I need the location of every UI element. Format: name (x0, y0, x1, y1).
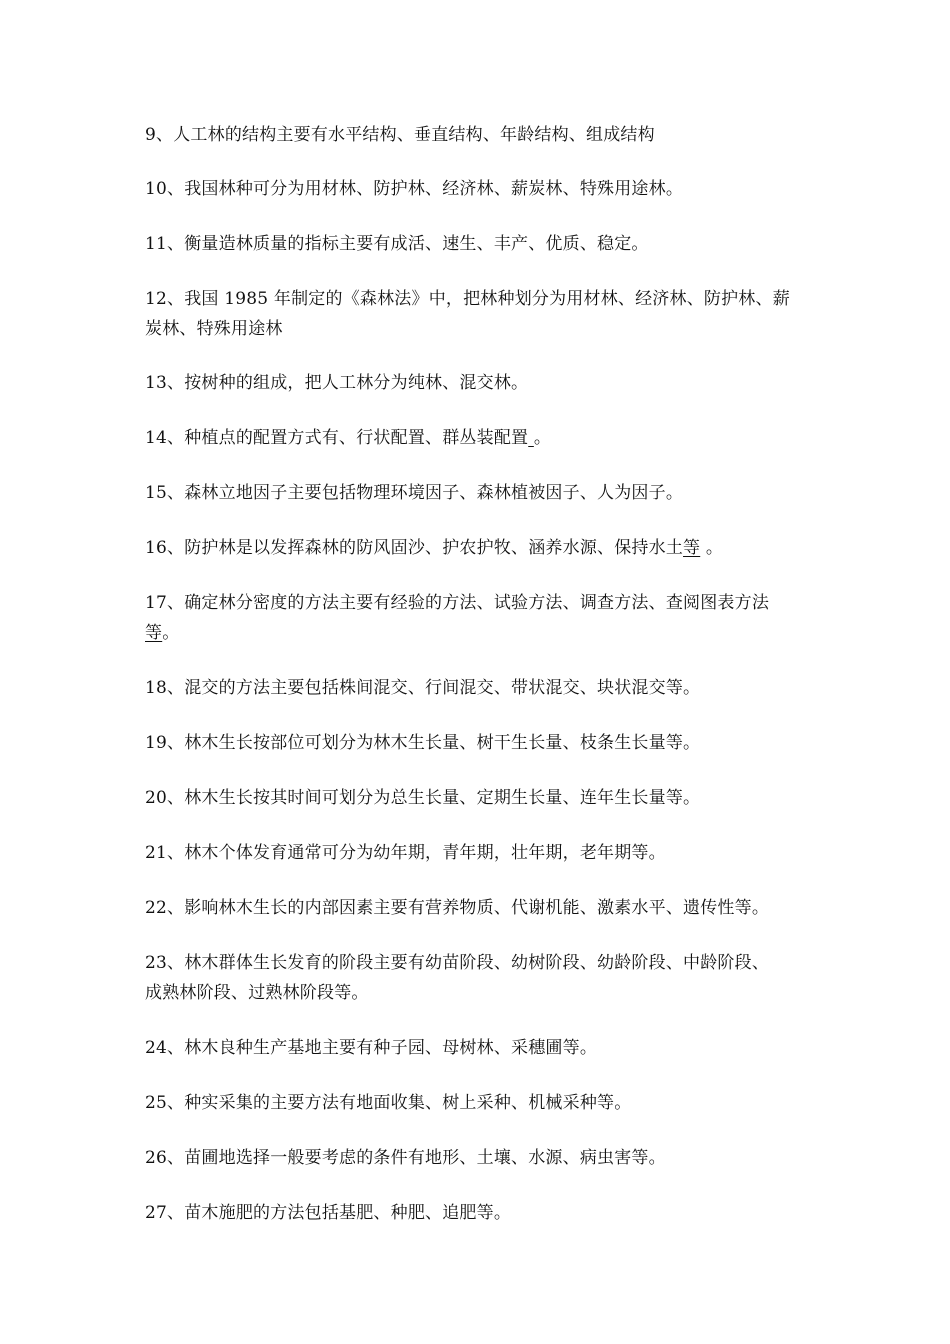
list-item-22 (145, 893, 815, 923)
item-text: 26、苗圃地选择一般要考虑的条件有地形、土壤、水源、病虫害等。 (145, 1148, 666, 1168)
list-item-10 (145, 174, 815, 204)
item-text-line1: 12、我国 1985 年制定的《森林法》中，把林种划分为用材林、经济林、防护林、薪 (145, 289, 790, 309)
item-text: 15、森林立地因子主要包括物理环境因子、森林植被因子、人为因子。 (145, 483, 684, 503)
item-text: 25、种实采集的主要方法有地面收集、树上采种、机械采种等。 (145, 1093, 632, 1113)
item-text-end: 。 (533, 428, 552, 448)
list-item-21 (145, 838, 815, 868)
list-item-9 (145, 120, 815, 150)
item-text: 21、林木个体发育通常可分为幼年期，青年期，壮年期，老年期等。 (145, 843, 666, 863)
item-text: 22、影响林木生长的内部因素主要有营养物质、代谢机能、激素水平、遗传性等。 (145, 898, 770, 918)
item-text: 10、我国林种可分为用材林、防护林、经济林、薪炭林、特殊用途林。 (145, 179, 684, 199)
item-text-line1: 17、确定林分密度的方法主要有经验的方法、试验方法、调查方法、查阅图表方法 (145, 593, 770, 613)
list-item-25 (145, 1088, 815, 1118)
item-text-end: 。 (162, 623, 180, 643)
list-item-27 (145, 1198, 815, 1228)
list-item-26 (145, 1143, 815, 1173)
item-text: 19、林木生长按部位可划分为林木生长量、树干生长量、枝条生长量等。 (145, 733, 701, 753)
list-item-11 (145, 229, 815, 259)
list-item-16 (145, 533, 815, 563)
list-item-19 (145, 728, 815, 758)
list-item-24 (145, 1033, 815, 1063)
list-item-20 (145, 783, 815, 813)
list-item-12 (145, 284, 815, 344)
list-item-17 (145, 588, 815, 648)
item-text: 18、混交的方法主要包括株间混交、行间混交、带状混交、块状混交等。 (145, 678, 701, 698)
item-text: 27、苗木施肥的方法包括基肥、种肥、追肥等。 (145, 1203, 512, 1223)
list-item-18 (145, 673, 815, 703)
item-text: 24、林木良种生产基地主要有种子园、母树林、采穗圃等。 (145, 1038, 598, 1058)
item-text: 11、衡量造林质量的指标主要有成活、速生、丰产、优质、稳定。 (145, 234, 649, 254)
item-text-end: 。 (700, 538, 724, 558)
underlined-text: 等 (683, 538, 701, 558)
item-text-line2: 炭林、特殊用途林 (145, 319, 283, 339)
item-text: 13、按树种的组成，把人工林分为纯林、混交林。 (145, 373, 529, 393)
list-item-15 (145, 478, 815, 508)
item-text: 9、人工林的结构主要有水平结构、垂直结构、年龄结构、组成结构 (145, 125, 655, 145)
item-text-line2: 成熟林阶段、过熟林阶段等。 (145, 983, 369, 1003)
item-text: 16、防护林是以发挥森林的防风固沙、护农护牧、涵养水源、保持水土 (145, 538, 684, 558)
item-text-line1: 23、林木群体生长发育的阶段主要有幼苗阶段、幼树阶段、幼龄阶段、中龄阶段、 (145, 953, 770, 973)
underlined-text: 等 (145, 623, 163, 643)
item-text: 14、种植点的配置方式有、行状配置、群丛装配置 (145, 428, 529, 448)
list-item-14 (145, 423, 815, 453)
item-text: 20、林木生长按其时间可划分为总生长量、定期生长量、连年生长量等。 (145, 788, 701, 808)
list-item-23 (145, 948, 815, 1008)
list-item-13 (145, 368, 815, 398)
